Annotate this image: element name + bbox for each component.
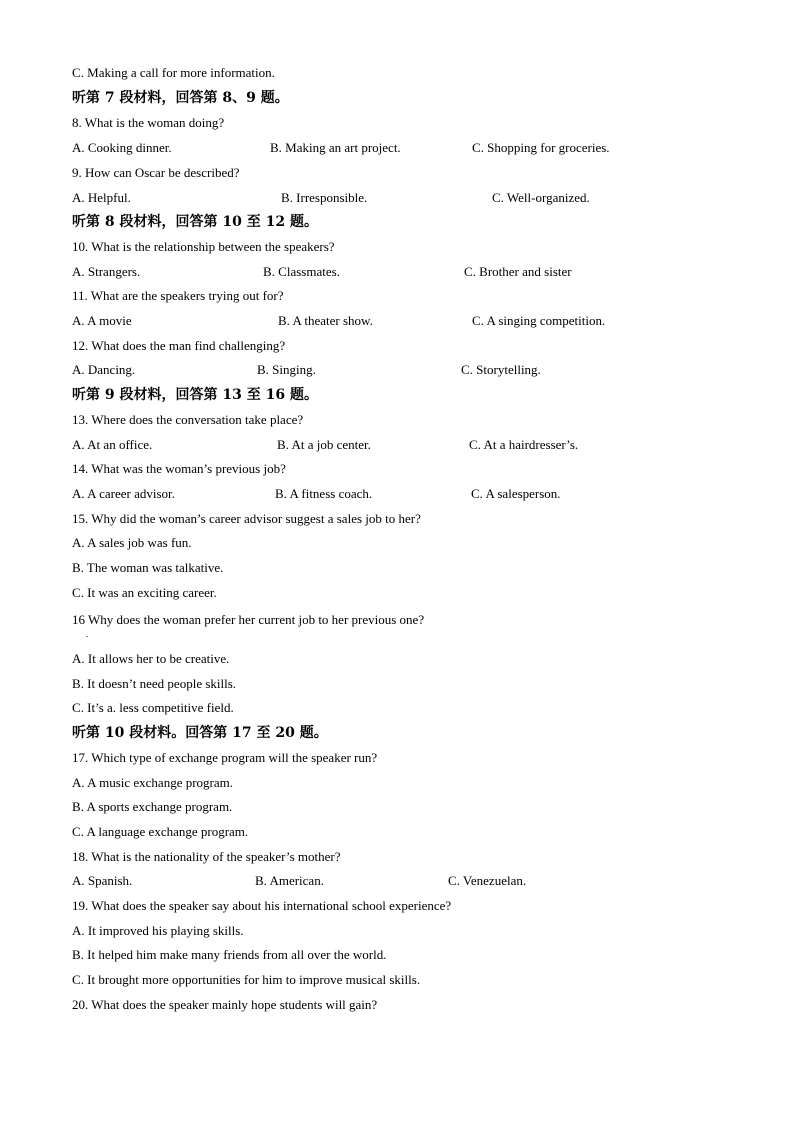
q9-option-b: B. Irresponsible. [281, 190, 368, 205]
q11-option-c: C. A singing competition. [472, 313, 606, 328]
question-14: 14. What was the woman’s previous job? [72, 461, 286, 476]
q13-option-c: C. At a hairdresser’s. [469, 437, 579, 452]
q9-option-c: C. Well-organized. [492, 190, 590, 205]
q8-option-b: B. Making an art project. [270, 140, 401, 155]
question-19: 19. What does the speaker say about his international school experience? [72, 898, 452, 913]
q13-option-a: A. At an office. [72, 437, 153, 452]
q9-option-a: A. Helpful. [72, 190, 131, 205]
q10-option-a: A. Strangers. [72, 264, 141, 279]
q15-option-c: C. It was an exciting career. [72, 585, 217, 600]
question-16: 16 Why does the woman prefer her current job to her previous one? [72, 612, 425, 627]
q17-option-c: C. A language exchange program. [72, 824, 249, 839]
q15-option-b: B. The woman was talkative. [72, 560, 224, 575]
q19-option-a: A. It improved his playing skills. [72, 923, 244, 938]
question-20: 20. What does the speaker mainly hope students will gain? [72, 997, 378, 1012]
q8-option-c: C. Shopping for groceries. [472, 140, 610, 155]
question-10: 10. What is the relationship between the speakers? [72, 239, 335, 254]
q19-option-b: B. It helped him make many friends from all over the world. [72, 947, 387, 962]
q16-option-c: C. It’s a. less competitive field. [72, 700, 234, 715]
section-heading-7: 听第 7 段材料，回答第 8、9 题。 [72, 90, 289, 106]
q18-option-a: A. Spanish. [72, 873, 133, 888]
question-18: 18. What is the nationality of the speaker’s mother? [72, 849, 341, 864]
q13-option-b: B. At a job center. [277, 437, 371, 452]
section-heading-9: 听第 9 段材料，回答第 13 至 16 题。 [72, 387, 318, 403]
question-13: 13. Where does the conversation take place? [72, 412, 304, 427]
section-heading-10: 听第 10 段材料。回答第 17 至 20 题。 [72, 725, 328, 741]
q14-option-c: C. A salesperson. [471, 486, 561, 501]
q11-option-b: B. A theater show. [278, 313, 373, 328]
q14-option-b: B. A fitness coach. [275, 486, 373, 501]
q12-option-c: C. Storytelling. [461, 362, 541, 377]
question-9: 9. How can Oscar be described? [72, 165, 240, 180]
option-line-q7c: C. Making a call for more information. [72, 65, 275, 80]
q17-option-a: A. A music exchange program. [72, 775, 234, 790]
q16-option-b: B. It doesn’t need people skills. [72, 676, 237, 691]
q10-option-b: B. Classmates. [263, 264, 340, 279]
section-heading-8: 听第 8 段材料，回答第 10 至 12 题。 [72, 214, 318, 230]
q16-option-a: A. It allows her to be creative. [72, 651, 230, 666]
q14-option-a: A. A career advisor. [72, 486, 175, 501]
question-11: 11. What are the speakers trying out for? [72, 288, 284, 303]
stray-dot-mark: . [86, 629, 89, 639]
question-12: 12. What does the man find challenging? [72, 338, 286, 353]
q18-option-c: C. Venezuelan. [448, 873, 527, 888]
q17-option-b: B. A sports exchange program. [72, 799, 233, 814]
q12-option-a: A. Dancing. [72, 362, 136, 377]
q12-option-b: B. Singing. [257, 362, 316, 377]
question-8: 8. What is the woman doing? [72, 115, 225, 130]
q10-option-c: C. Brother and sister [464, 264, 572, 279]
question-17: 17. Which type of exchange program will the speaker run? [72, 750, 378, 765]
question-15: 15. Why did the woman’s career advisor suggest a sales job to her? [72, 511, 421, 526]
q18-option-b: B. American. [255, 873, 324, 888]
q15-option-a: A. A sales job was fun. [72, 535, 192, 550]
q19-option-c: C. It brought more opportunities for him to improve musical skills. [72, 972, 421, 987]
q11-option-a: A. A movie [72, 313, 132, 328]
q8-option-a: A. Cooking dinner. [72, 140, 172, 155]
